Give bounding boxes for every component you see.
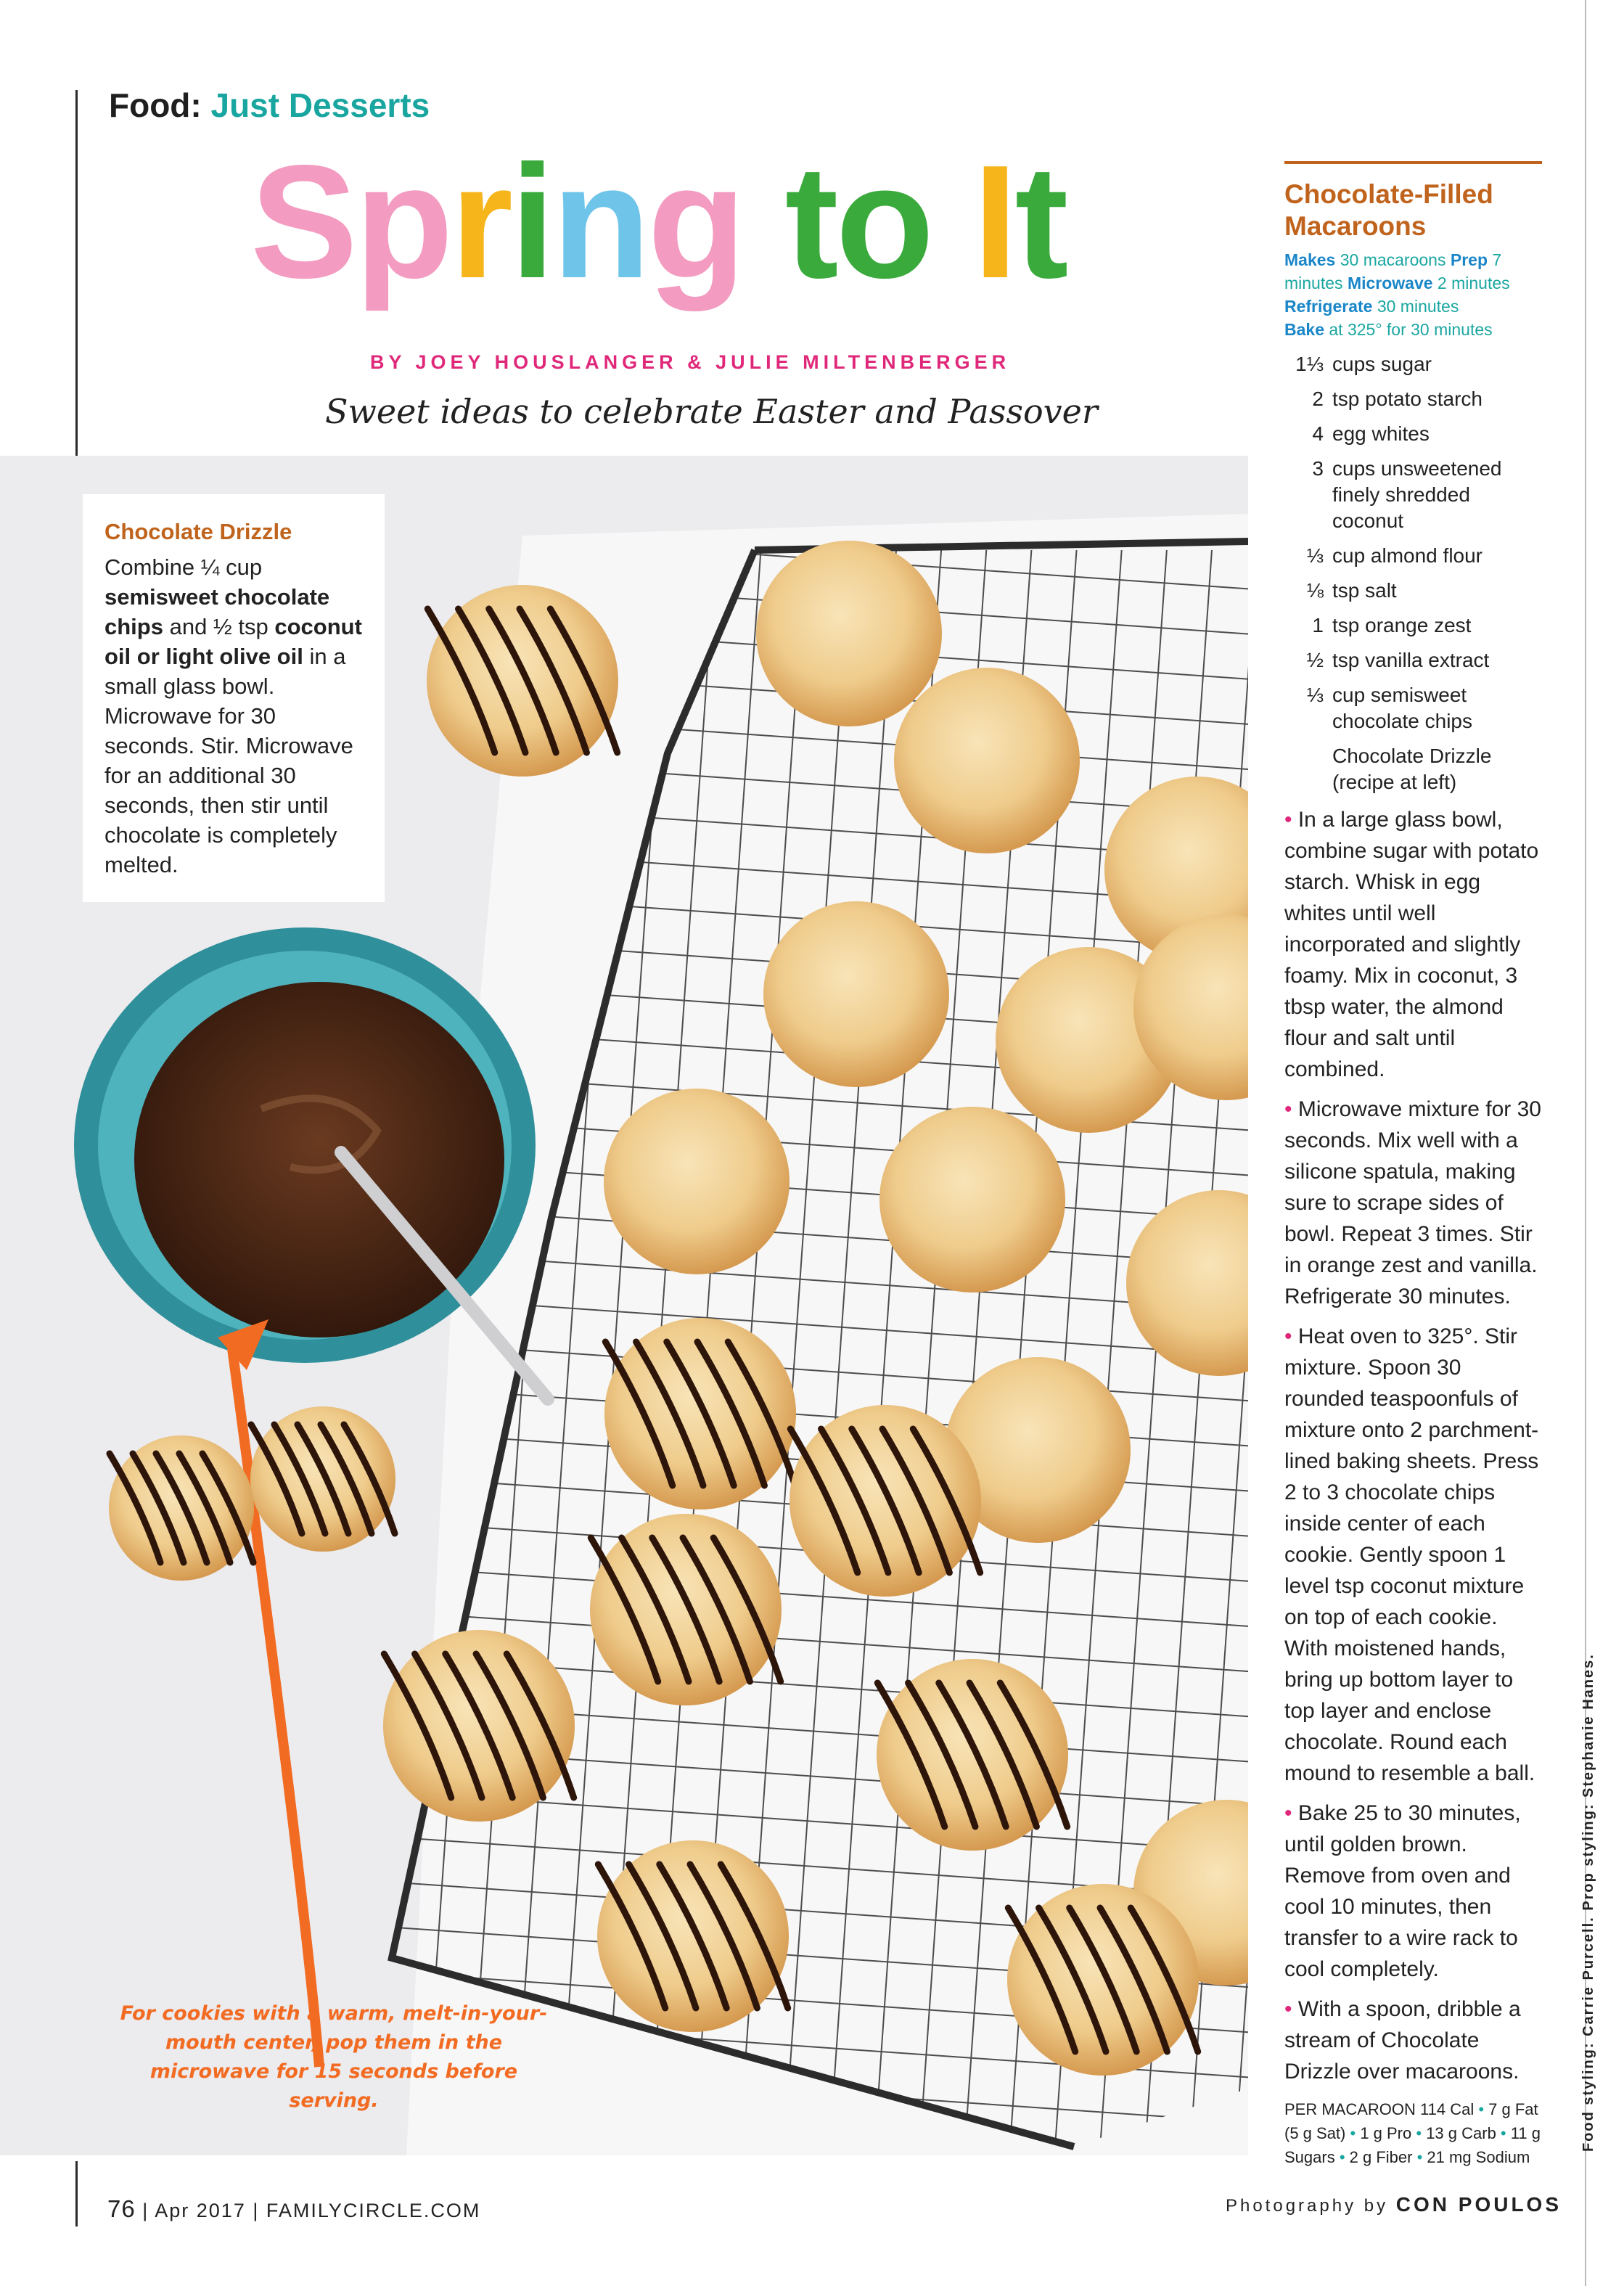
- ingredient-item: tsp vanilla extract: [1332, 649, 1490, 671]
- photographer-credit: Photography by CON POULOS: [1225, 2193, 1562, 2216]
- plain-macaroon: [894, 668, 1080, 853]
- drizzle-title: Chocolate Drizzle: [104, 519, 292, 544]
- headline-letter: n: [551, 132, 648, 312]
- step-text: With a spoon, dribble a stream of Chocolate Drizzle over macaroons.: [1284, 1997, 1521, 2084]
- section-sub: Just Desserts: [210, 86, 430, 124]
- plain-macaroon: [604, 1089, 790, 1274]
- recipe-meta: Makes 30 macaroons Prep 7 minutes Microwave 2 minutes Refrigerate 30 minutes Bake at 325° for 30 minutes: [1284, 250, 1510, 339]
- headline-letter: p: [355, 132, 451, 312]
- footer-margin-rule: [75, 2161, 78, 2226]
- page-number: 76: [107, 2195, 136, 2222]
- method-step: [1284, 1798, 1542, 1985]
- ingredient-item: cups sugar: [1332, 353, 1432, 375]
- ingredient-item: tsp orange zest: [1332, 614, 1472, 636]
- method-step: [1284, 1994, 1542, 2087]
- plain-macaroon: [763, 901, 949, 1087]
- step-bullet: •: [1284, 808, 1298, 832]
- section-main: Food:: [109, 86, 202, 124]
- dek: Sweet ideas to celebrate Easter and Passover: [325, 392, 1098, 431]
- method-steps: [1284, 804, 1542, 2087]
- drizzle-sidebar: [83, 494, 385, 902]
- ingredient-qty: 1: [1312, 614, 1324, 636]
- page-footer: 76 | Apr 2017 | FAMILYCIRCLE.COM: [107, 2195, 481, 2222]
- recipe-column: [1284, 161, 1542, 2169]
- headline-letter: r: [450, 132, 511, 312]
- ingredient-row: [1284, 578, 1542, 604]
- ingredient-item: Chocolate Drizzle (recipe at left): [1332, 745, 1492, 793]
- ingredient-qty: ½: [1306, 649, 1324, 671]
- ingredient-qty: 3: [1312, 457, 1324, 480]
- ingredient-row: [1284, 682, 1542, 734]
- nutrition-item: 21 mg Sodium: [1427, 2148, 1530, 2166]
- method-step: [1284, 1094, 1542, 1312]
- ingredient-row: [1284, 456, 1542, 534]
- step-text: Heat oven to 325°. Stir mixture. Spoon 30 rounded teaspoonfuls of mixture onto 2 parchment-lined baking sheets. Press 2 to 3 chocolate chips inside center of each cookie. Gently spoon 1 level tsp coconut mixture on top of each cookie. With moistened hands, bring up bottom layer to top layer and enclose chocolate. Round each mound to resemble a ball.: [1284, 1324, 1539, 1785]
- plain-macaroon: [756, 541, 942, 726]
- step-bullet: •: [1284, 1997, 1298, 2021]
- ingredient-item: cup almond flour: [1332, 544, 1483, 567]
- plain-macaroon: [879, 1107, 1065, 1292]
- ingredient-list: [1284, 351, 1542, 795]
- ingredient-row: [1284, 743, 1542, 795]
- nutrition-info: PER MACAROON 114 Cal • 7 g Fat (5 g Sat) • 1 g Pro • 13 g Carb • 11 g Sugars • 2 g Fiber • 21 mg Sodium: [1284, 2100, 1541, 2166]
- nutrition-item: 7 g Fat (5 g Sat): [1284, 2100, 1538, 2142]
- step-text: Microwave mixture for 30 seconds. Mix well with a silicone spatula, making sure to scrape sides of bowl. Repeat 3 times. Stir in orange zest and vanilla. Refrigerate 30 minutes.: [1284, 1097, 1541, 1308]
- magazine-site: FAMILYCIRCLE.COM: [266, 2200, 481, 2221]
- ingredient-item: egg whites: [1332, 422, 1430, 445]
- step-bullet: •: [1284, 1801, 1298, 1825]
- ingredient-qty: ⅓: [1306, 544, 1324, 567]
- serving-tip: For cookies with a warm, melt-in-your-mouth center, pop them in the microwave for 15 seconds before serving.: [120, 2002, 548, 2112]
- method-step: [1284, 1321, 1542, 1789]
- ingredient-item: cup semisweet chocolate chips: [1332, 684, 1473, 732]
- headline-letter: i: [510, 132, 552, 312]
- nutrition-item: 13 g Carb: [1426, 2124, 1496, 2142]
- drizzle-text: Combine ¼ cup semisweet chocolate chips and ½ tsp coconut oil or light olive oil in a small glass bowl. Microwave for 30 seconds. Stir. Microwave for an additional 30 seconds, then stir until chocolate is completely melted.: [104, 554, 362, 877]
- ingredient-qty: [1284, 743, 1332, 795]
- ingredient-qty: ⅓: [1306, 684, 1324, 706]
- recipe-title: Chocolate-Filled Macaroons: [1284, 179, 1493, 241]
- ingredient-row: [1284, 647, 1542, 673]
- headline-letter: t: [784, 132, 836, 312]
- nutrition-lead: PER MACAROON 114 Cal: [1284, 2100, 1475, 2118]
- headline-letter: [743, 132, 785, 312]
- styling-credit: Food styling: Carrie Purcell. Prop styling: Stephanie Hanes.: [1580, 1653, 1596, 2152]
- ingredient-row: [1284, 421, 1542, 447]
- issue-date: Apr 2017: [155, 2200, 246, 2221]
- ingredient-row: [1284, 386, 1542, 412]
- ingredient-qty: 4: [1312, 422, 1324, 445]
- headline-letter: t: [1014, 132, 1066, 312]
- nutrition-item: 2 g Fiber: [1349, 2148, 1413, 2166]
- step-text: In a large glass bowl, combine sugar with potato starch. Whisk in egg whites until well incorporated and slightly foamy. Mix in coconut, 3 tbsp water, the almond flour and salt until combined.: [1284, 808, 1539, 1081]
- method-step: [1284, 804, 1542, 1085]
- headline: [250, 132, 1066, 312]
- step-bullet: •: [1284, 1097, 1298, 1121]
- ingredient-qty: ⅛: [1306, 579, 1324, 602]
- byline: BY JOEY HOUSLANGER & JULIE MILTENBERGER: [370, 351, 1011, 373]
- headline-letter: o: [835, 132, 932, 312]
- headline-letter: I: [972, 132, 1015, 312]
- headline-letter: S: [250, 132, 356, 312]
- headline-letter: g: [647, 132, 743, 312]
- ingredient-item: cups unsweetened finely shredded coconut: [1332, 457, 1502, 532]
- nutrition-item: 1 g Pro: [1360, 2124, 1412, 2142]
- nutrition-item: 11 g Sugars: [1284, 2124, 1541, 2166]
- ingredient-row: [1284, 613, 1542, 639]
- ingredient-qty: 1⅓: [1295, 353, 1324, 375]
- headline-letter: [931, 132, 973, 312]
- recipe-rule: [1284, 161, 1542, 164]
- step-text: Bake 25 to 30 minutes, until golden brown. Remove from oven and cool 10 minutes, then transfer to a wire rack to cool completely.: [1284, 1801, 1521, 1981]
- step-bullet: •: [1284, 1324, 1298, 1348]
- ingredient-row: [1284, 543, 1542, 569]
- ingredient-row: [1284, 351, 1542, 377]
- ingredient-item: tsp salt: [1332, 579, 1397, 602]
- section-label: [109, 86, 430, 125]
- ingredient-qty: 2: [1312, 388, 1324, 410]
- ingredient-item: tsp potato starch: [1332, 388, 1483, 410]
